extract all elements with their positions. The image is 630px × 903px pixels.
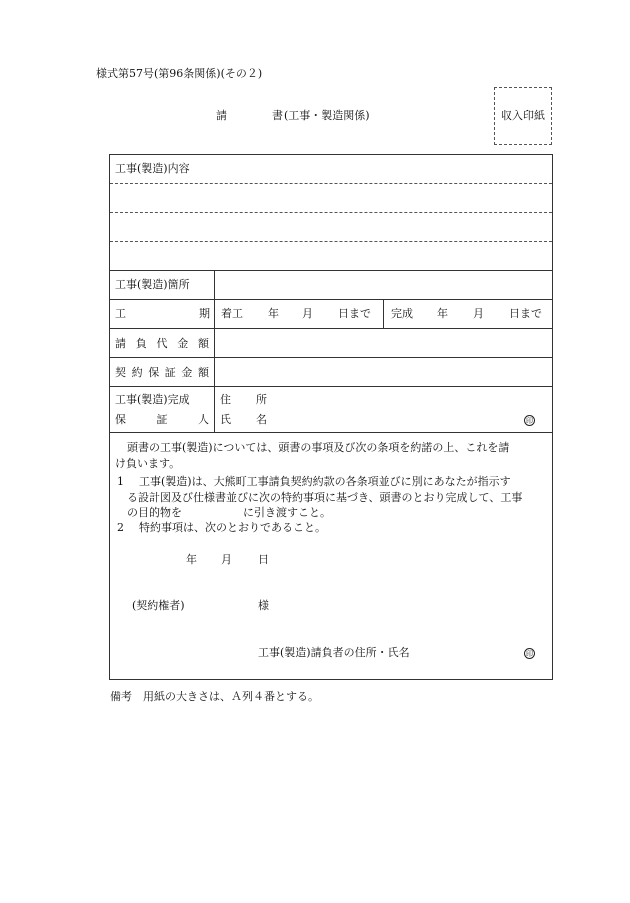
complete-year: 年	[437, 307, 448, 320]
start-until: 日まで	[338, 307, 371, 320]
guarantor-label-1: 工事(製造)完成	[115, 393, 190, 406]
row-divider	[110, 270, 552, 271]
date-month: 月	[221, 553, 232, 566]
period-divider	[383, 299, 384, 328]
content-dotted-line	[110, 183, 552, 184]
date-year: 年	[186, 553, 197, 566]
seal-mark: 印	[526, 417, 533, 425]
document-title-char2: 書	[272, 109, 283, 122]
start-month: 月	[302, 307, 313, 320]
complete-until: 日まで	[509, 307, 542, 320]
item1-line-3b: に引き渡すこと。	[243, 506, 331, 519]
item1-line-2: る設計図及び仕様書並びに次の特約事項に基づき、頭書のとおり完成して、工事	[127, 491, 523, 504]
form-number: 様式第57号(第96条関係)(その２)	[96, 67, 263, 80]
intro-line-1: 頭書の工事(製造)については、頭書の事項及び次の条項を約諾の上、これを請	[127, 441, 510, 454]
item1-line-3a: の目的物を	[127, 506, 182, 519]
location-label: 工事(製造)箇所	[115, 278, 190, 291]
row-divider	[110, 328, 552, 329]
period-label-start: 工	[115, 307, 126, 320]
label-column-divider	[214, 270, 215, 432]
item2-number: 2	[117, 521, 124, 534]
complete-month: 月	[473, 307, 484, 320]
contractor-honorific: 様	[258, 599, 269, 612]
footer-note: 備考 用紙の大きさは、Ａ列４番とする。	[110, 690, 319, 703]
document-title-suffix: (工事・製造関係)	[284, 109, 370, 122]
row-divider	[110, 357, 552, 358]
name-label: 氏 名	[220, 413, 267, 426]
contract-amount-label: 請 負 代 金 額	[115, 337, 209, 350]
period-label-end: 期	[199, 307, 210, 320]
guarantee-amount-label: 契 約 保 証 金 額	[115, 366, 209, 379]
row-divider	[110, 299, 552, 300]
address-label: 住 所	[220, 393, 267, 406]
guarantor-label-2: 保 証 人	[115, 413, 209, 426]
row-divider	[110, 432, 552, 433]
row-divider	[110, 386, 552, 387]
item1-line-1: 工事(製造)は、大熊町工事請負契約約款の各条項並びに別にあなたが指示す	[139, 475, 511, 488]
document-title-char1: 請	[216, 109, 227, 122]
date-day: 日	[258, 553, 269, 566]
content-dotted-line	[110, 241, 552, 242]
item1-number: 1	[117, 475, 124, 488]
start-label: 着工	[221, 307, 243, 320]
signer-label: 工事(製造)請負者の住所・氏名	[258, 646, 410, 659]
revenue-stamp-label: 収入印紙	[501, 109, 545, 122]
seal-mark: 印	[526, 650, 533, 658]
complete-label: 完成	[391, 307, 413, 320]
content-label: 工事(製造)内容	[115, 162, 190, 175]
start-year: 年	[268, 307, 279, 320]
content-dotted-line	[110, 212, 552, 213]
intro-line-2: け負います。	[115, 457, 181, 470]
contractor-label: (契約権者)	[132, 599, 185, 612]
item2-text: 特約事項は、次のとおりであること。	[139, 521, 326, 534]
